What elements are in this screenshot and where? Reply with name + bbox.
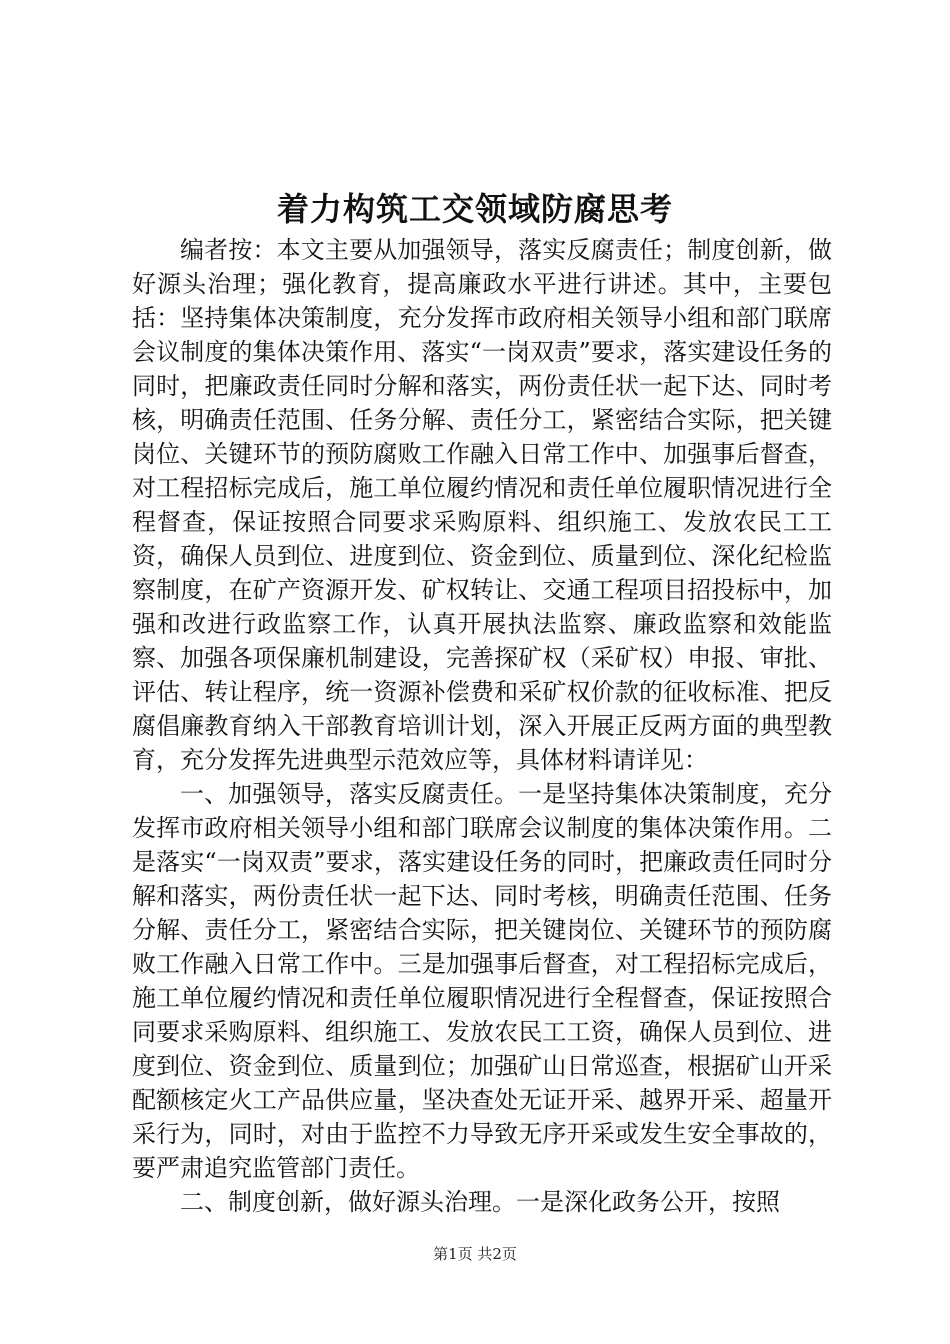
paragraph-section-one: 一、加强领导，落实反腐责任。一是坚持集体决策制度，充分发挥市政府相关领导小组和部门联席会议制度的集体决策作用。二是落实“一岗双责”要求，落实建设任务的同时，把廉政责任同时分解和落实，两份责任状一起下达、同时考核，明确责任范围、任务分解、责任分工，紧密结合实际，把关键岗位、关键环节的预防腐败工作融入日常工作中。三是加强事后督查，对工程招标完成后，施工单位履约情况和责任单位履职情况进行全程督查，保证按照合同要求采购原料、组织施工、发放农民工工资，确保人员到位、进度到位、资金到位、质量到位；加强矿山日常巡查，根据矿山开采配额核定火工产品供应量，坚决查处无证开采、越界开采、超量开采行为，同时，对由于监控不力导致无序开采或发生安全事故的，要严肃追究监管部门责任。 [132,780,832,1182]
document-title: 着力构筑工交领域防腐思考 [276,190,673,228]
paragraph-section-two: 二、制度创新，做好源头治理。一是深化政务公开，按照 [180,1188,780,1216]
page-footer: 第1页 共2页 [433,1245,517,1263]
document-body [132,233,832,1219]
paragraph-editor-note: 编者按：本文主要从加强领导，落实反腐责任；制度创新，做好源头治理；强化教育，提高廉政水平进行讲述。其中，主要包括：坚持集体决策制度，充分发挥市政府相关领导小组和部门联席会议制度的集体决策作用、落实“一岗双责”要求，落实建设任务的同时，把廉政责任同时分解和落实，两份责任状一起下达、同时考核，明确责任范围、任务分解、责任分工，紧密结合实际，把关键岗位、关键环节的预防腐败工作融入日常工作中、加强事后督查，对工程招标完成后，施工单位履约情况和责任单位履职情况进行全程督查，保证按照合同要求采购原料、组织施工、发放农民工工资，确保人员到位、进度到位、资金到位、质量到位、深化纪检监察制度，在矿产资源开发、矿权转让、交通工程项目招投标中，加强和改进行政监察工作，认真开展执法监察、廉政监察和效能监察、加强各项保廉机制建设，完善探矿权（采矿权）申报、审批、评估、转让程序，统一资源补偿费和采矿权价款的征收标准、把反腐倡廉教育纳入干部教育培训计划，深入开展正反两方面的典型教育，充分发挥先进典型示范效应等，具体材料请详见： [132,236,832,774]
